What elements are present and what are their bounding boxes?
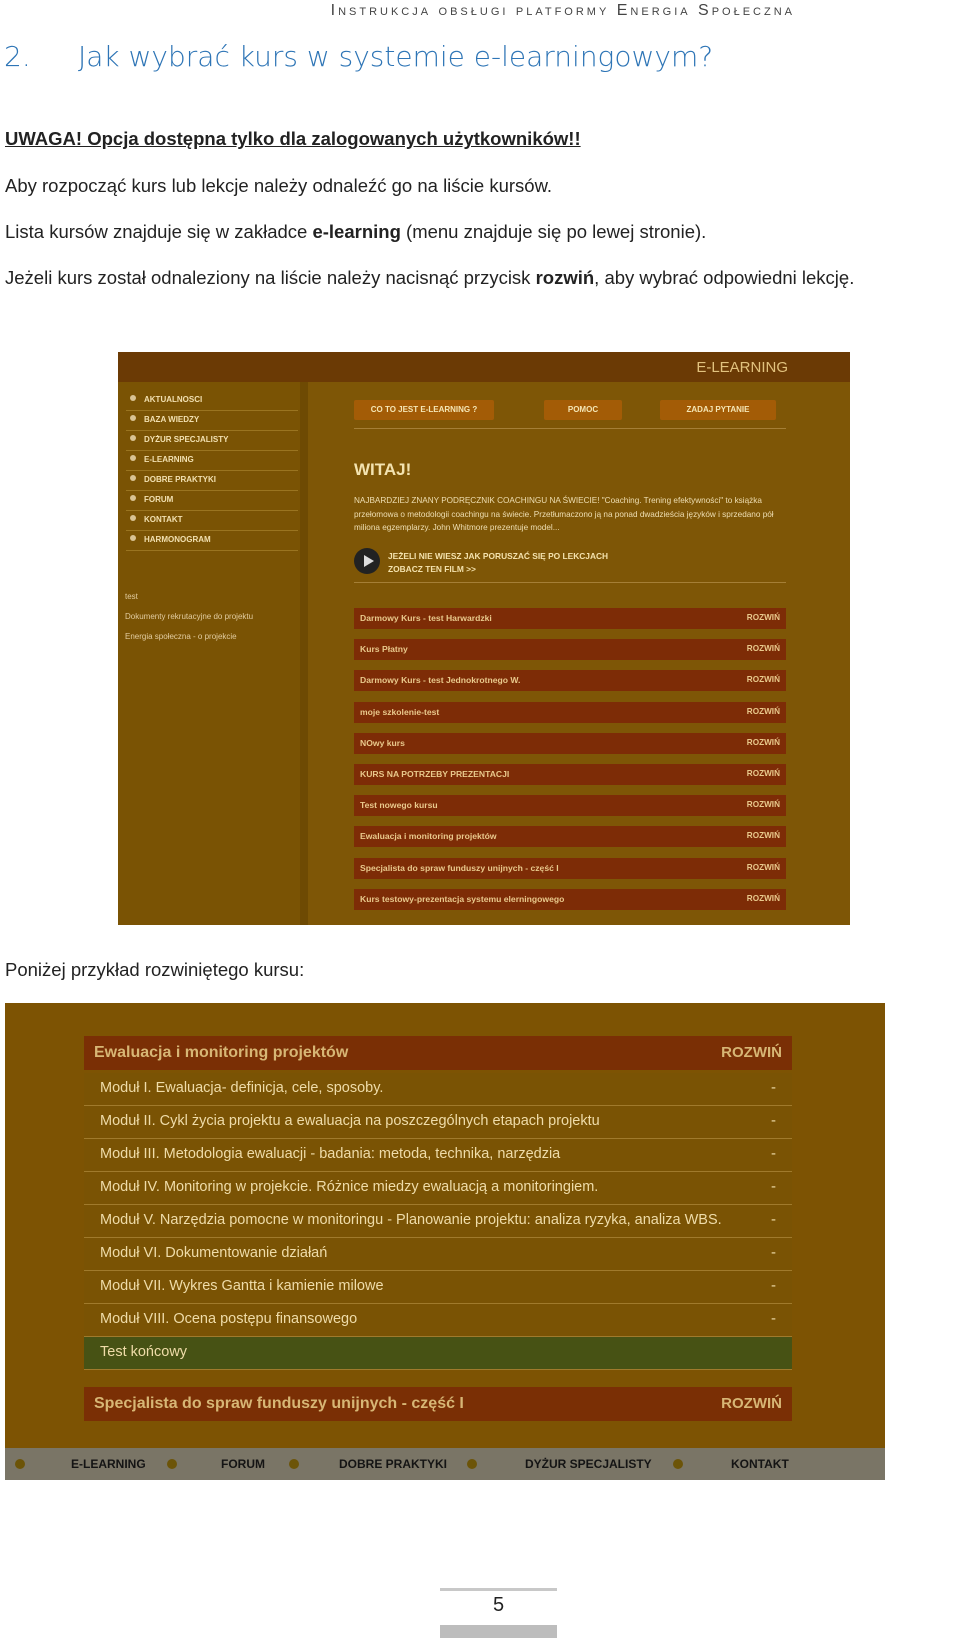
sidebar-item-kontakt[interactable]: KONTAKT <box>126 510 298 531</box>
course-row[interactable]: NOwy kurs ROZWIŃ <box>354 733 786 754</box>
page-footer-bar <box>440 1625 557 1638</box>
intro-text: NAJBARDZIEJ ZNANY PODRĘCZNIK COACHINGU NA ŚWIECIE! "Coaching. Trening efektywności" to książka przełomowa o metodologii coachingu na świecie. Przetłumaczono ją na ponad dwadzieścia języków i sprzedano pół miliona egzemplarzy. John Whitmore prezentuje model... <box>354 496 774 532</box>
section-heading <box>4 40 713 73</box>
course-row[interactable]: Test nowego kursu ROZWIŃ <box>354 795 786 816</box>
sidebar-link-test[interactable]: test <box>125 592 138 601</box>
divider <box>354 582 786 583</box>
what-is-elearning-button[interactable]: CO TO JEST E-LEARNING ? <box>354 400 494 420</box>
bottom-nav-kontakt[interactable]: KONTAKT <box>731 1457 789 1471</box>
module-row[interactable]: Moduł II. Cykl życia projektu a ewaluacja na poszczególnych etapach projektu - <box>84 1106 792 1139</box>
final-test-row[interactable]: Test końcowy <box>84 1337 792 1370</box>
sidebar-item-aktualnosci[interactable]: AKTUALNOSCI <box>126 390 298 411</box>
bottom-nav-dobre-praktyki[interactable]: DOBRE PRAKTYKI <box>339 1457 448 1471</box>
module-row[interactable]: Moduł I. Ewaluacja- definicja, cele, sposoby. - <box>84 1073 792 1106</box>
sidebar-menu <box>118 382 300 925</box>
course-list-screenshot <box>118 352 850 925</box>
running-header: Instrukcja obsługi platformy Energia Społeczna <box>330 2 795 19</box>
expand-button[interactable]: ROZWIŃ <box>721 1395 782 1412</box>
bullet-icon <box>15 1459 25 1469</box>
expanded-course-screenshot <box>5 1003 885 1480</box>
course-row[interactable]: Darmowy Kurs - test Jednokrotnego W. ROZWIŃ <box>354 670 786 691</box>
bottom-nav-forum[interactable]: FORUM <box>221 1457 265 1471</box>
expand-button[interactable]: ROZWIŃ <box>746 675 780 684</box>
divider <box>354 428 786 429</box>
page-number: 5 <box>492 1594 505 1616</box>
bottom-nav-e-learning[interactable]: E-LEARNING <box>71 1457 146 1471</box>
course-row[interactable]: Kurs Płatny ROZWIŃ <box>354 639 786 660</box>
page-number-rule <box>440 1588 557 1591</box>
film-link[interactable]: JEŻELI NIE WIESZ JAK PORUSZAĆ SIĘ PO LEKCJACH ZOBACZ TEN FILM >> <box>388 551 609 574</box>
expand-button[interactable]: ROZWIŃ <box>746 707 780 716</box>
sidebar-link-dokumenty[interactable]: Dokumenty rekrutacyjne do projektu <box>125 612 254 621</box>
sidebar-link-o-projekcie[interactable]: Energia społeczna - o projekcie <box>125 632 237 641</box>
expand-button[interactable]: ROZWIŃ <box>721 1044 782 1061</box>
warning-text: UWAGA! Opcja dostępna tylko dla zalogowanych użytkowników!! <box>5 128 581 149</box>
divider <box>300 382 308 925</box>
bullet-icon <box>289 1459 299 1469</box>
module-row[interactable]: Moduł IV. Monitoring w projekcie. Różnice miedzy ewaluacją a monitoringiem. - <box>84 1172 792 1205</box>
main-content <box>308 382 850 925</box>
course-row[interactable]: Ewaluacja i monitoring projektów ROZWIŃ <box>354 826 786 847</box>
sidebar-item-harmonogram[interactable]: HARMONOGRAM <box>126 530 298 551</box>
course-row[interactable]: Darmowy Kurs - test Harwardzki ROZWIŃ <box>354 608 786 629</box>
paragraph-2: Lista kursów znajduje się w zakładce e-learning (menu znajduje się po lewej stronie). <box>5 221 707 242</box>
module-row[interactable]: Moduł VI. Dokumentowanie działań - <box>84 1238 792 1271</box>
expand-button[interactable]: ROZWIŃ <box>746 800 780 809</box>
expand-button[interactable]: ROZWIŃ <box>746 644 780 653</box>
banner <box>118 352 850 382</box>
module-row[interactable]: Moduł III. Metodologia ewaluacji - badania: metoda, technika, narzędzia - <box>84 1139 792 1172</box>
course-row[interactable]: Specjalista do spraw funduszy unijnych - część I ROZWIŃ <box>354 858 786 879</box>
section-number: 2. <box>4 40 31 73</box>
course-row[interactable]: moje szkolenie-test ROZWIŃ <box>354 702 786 723</box>
paragraph-3: Jeżeli kurs został odnaleziony na liście należy nacisnąć przycisk rozwiń, aby wybrać odpowiedni lekcję. <box>5 267 855 288</box>
expand-button[interactable]: ROZWIŃ <box>746 769 780 778</box>
sidebar-item-dobre-praktyki[interactable]: DOBRE PRAKTYKI <box>126 470 298 491</box>
sidebar-item-baza-wiedzy[interactable]: BAZA WIEDZY <box>126 410 298 431</box>
section-title: Jak wybrać kurs w systemie e-learningowym? <box>78 40 714 73</box>
expand-button[interactable]: ROZWIŃ <box>746 894 780 903</box>
help-button[interactable]: POMOC <box>544 400 622 420</box>
bullet-icon <box>673 1459 683 1469</box>
sidebar-item-e-learning[interactable]: E-LEARNING <box>126 450 298 471</box>
greeting: WITAJ! <box>354 460 412 479</box>
course-header[interactable]: Specjalista do spraw funduszy unijnych - część I ROZWIŃ <box>84 1387 792 1421</box>
module-row[interactable]: Moduł VII. Wykres Gantta i kamienie milowe - <box>84 1271 792 1304</box>
bottom-nav <box>5 1448 885 1480</box>
banner-title: E-LEARNING <box>696 359 788 376</box>
module-row[interactable]: Moduł VIII. Ocena postępu finansowego - <box>84 1304 792 1337</box>
bottom-nav-dyzur[interactable]: DYŻUR SPECJALISTY <box>525 1457 652 1471</box>
sidebar-item-forum[interactable]: FORUM <box>126 490 298 511</box>
course-header[interactable]: Ewaluacja i monitoring projektów ROZWIŃ <box>84 1036 792 1070</box>
expand-button[interactable]: ROZWIŃ <box>746 613 780 622</box>
expand-button[interactable]: ROZWIŃ <box>746 738 780 747</box>
ask-question-button[interactable]: ZADAJ PYTANIE <box>660 400 776 420</box>
bullet-icon <box>167 1459 177 1469</box>
expand-button[interactable]: ROZWIŃ <box>746 831 780 840</box>
module-row[interactable]: Moduł V. Narzędzia pomocne w monitoringu - Planowanie projektu: analiza ryzyka, analiza WBS. - <box>84 1205 792 1238</box>
expand-button[interactable]: ROZWIŃ <box>746 863 780 872</box>
paragraph-4: Poniżej przykład rozwiniętego kursu: <box>5 959 305 980</box>
paragraph-1: Aby rozpocząć kurs lub lekcje należy odnaleźć go na liście kursów. <box>5 175 553 196</box>
course-row[interactable]: Kurs testowy-prezentacja systemu elerningowego ROZWIŃ <box>354 889 786 910</box>
sidebar-item-dyzur[interactable]: DYŻUR SPECJALISTY <box>126 430 298 451</box>
bullet-icon <box>467 1459 477 1469</box>
play-icon[interactable] <box>354 548 380 574</box>
course-row[interactable]: KURS NA POTRZEBY PREZENTACJI ROZWIŃ <box>354 764 786 785</box>
